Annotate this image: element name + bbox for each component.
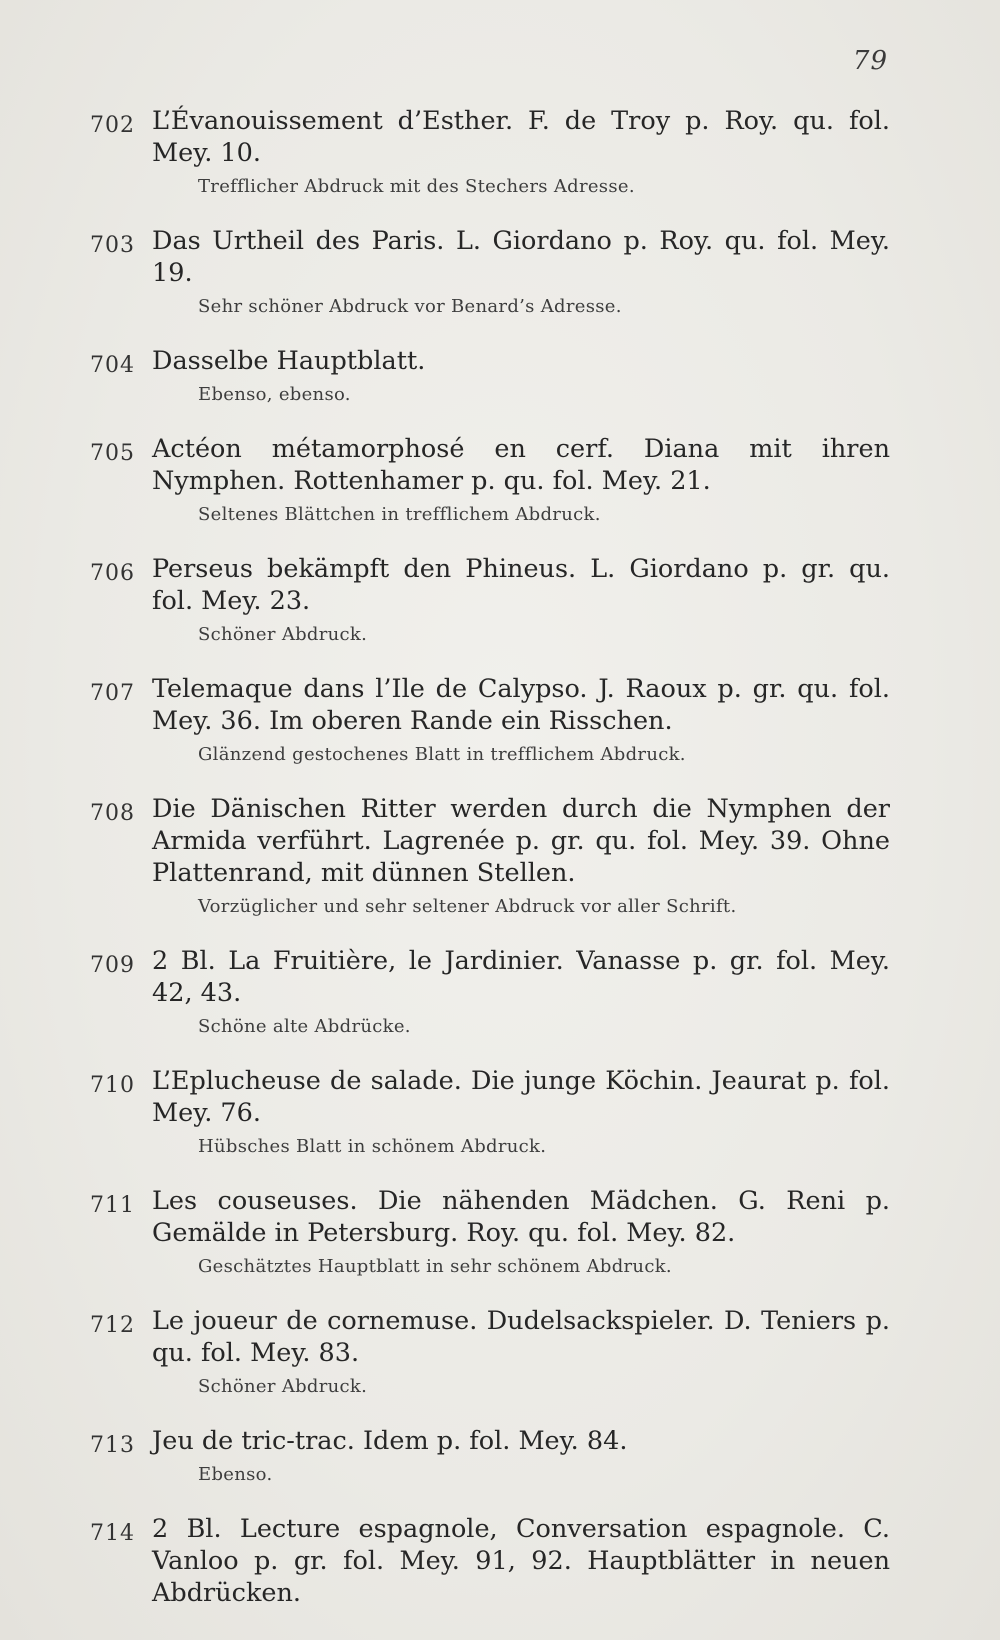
entry-title: 2 Bl. Lecture espagnole, Conversation espagnole. C. Vanloo p. gr. fol. Mey. 91, 92. Hauptblätter in neuen Abdrücken. — [152, 1514, 890, 1608]
entry-note: Schöne alte Abdrücke. — [198, 1016, 411, 1037]
entry-number: 709 — [90, 953, 135, 978]
page-number: 79 — [852, 46, 888, 76]
catalog-entry — [90, 1065, 890, 1159]
entry-title: L’Évanouissement d’Esther. F. de Troy p. Roy. qu. fol. Mey. 10. — [152, 106, 890, 168]
entry-title: 2 Bl. La Fruitière, le Jardinier. Vanasse p. gr. fol. Mey. 42, 43. — [152, 946, 890, 1008]
entry-title: Die Dänischen Ritter werden durch die Nymphen der Armida verführt. Lagrenée p. gr. qu. fol. Mey. 39. Ohne Plattenrand, mit dünnen Stellen. — [152, 794, 890, 888]
entry-title: Le joueur de cornemuse. Dudelsackspieler. D. Teniers p. qu. fol. Mey. 83. — [152, 1306, 890, 1368]
entry-note: Trefflicher Abdruck mit des Stechers Adresse. — [198, 176, 635, 197]
entry-number: 705 — [90, 441, 135, 466]
entry-note: Vorzüglicher und sehr seltener Abdruck vor aller Schrift. — [198, 896, 737, 917]
entry-number: 711 — [90, 1193, 135, 1218]
entry-title: Perseus bekämpft den Phineus. L. Giordano p. gr. qu. fol. Mey. 23. — [152, 554, 890, 616]
catalog-entry — [90, 1185, 890, 1279]
catalog-entries — [90, 105, 890, 1635]
entry-title: L’Eplucheuse de salade. Die junge Köchin. Jeaurat p. fol. Mey. 76. — [152, 1066, 890, 1128]
entry-note: Glänzend gestochenes Blatt in trefflichem Abdruck. — [198, 744, 686, 765]
entry-note: Ebenso. — [198, 1464, 273, 1485]
catalog-entry — [90, 1425, 890, 1487]
entry-note: Hübsches Blatt in schönem Abdruck. — [198, 1136, 547, 1157]
entry-note: Schöner Abdruck. — [198, 1376, 368, 1397]
catalog-entry — [90, 225, 890, 319]
catalog-entry — [90, 345, 890, 407]
entry-number: 702 — [90, 113, 135, 138]
entry-number: 704 — [90, 353, 135, 378]
entry-note: Sehr schöner Abdruck vor Benard’s Adresse. — [198, 296, 622, 317]
entry-title: Jeu de tric-trac. Idem p. fol. Mey. 84. — [152, 1426, 628, 1456]
entry-number: 710 — [90, 1073, 135, 1098]
entry-note: Seltenes Blättchen in trefflichem Abdruck. — [198, 504, 601, 525]
entry-number: 703 — [90, 233, 135, 258]
entry-title: Dasselbe Hauptblatt. — [152, 346, 426, 376]
entry-number: 712 — [90, 1313, 135, 1338]
catalog-entry — [90, 1305, 890, 1399]
catalog-entry — [90, 673, 890, 767]
entry-title: Das Urtheil des Paris. L. Giordano p. Roy. qu. fol. Mey. 19. — [152, 226, 890, 288]
entry-number: 707 — [90, 681, 135, 706]
catalog-entry — [90, 105, 890, 199]
entry-note: Ebenso, ebenso. — [198, 384, 351, 405]
catalog-entry — [90, 1513, 890, 1609]
catalog-entry — [90, 553, 890, 647]
entry-note: Schöner Abdruck. — [198, 624, 368, 645]
entry-title: Actéon métamorphosé en cerf. Diana mit ihren Nymphen. Rottenhamer p. qu. fol. Mey. 21. — [152, 434, 890, 496]
entry-number: 714 — [90, 1521, 135, 1546]
entry-number: 708 — [90, 801, 135, 826]
catalog-entry — [90, 945, 890, 1039]
entry-note: Geschätztes Hauptblatt in sehr schönem Abdruck. — [198, 1256, 672, 1277]
entry-number: 706 — [90, 561, 135, 586]
entry-title: Les couseuses. Die nähenden Mädchen. G. Reni p. Gemälde in Petersburg. Roy. qu. fol. Mey. 82. — [152, 1186, 890, 1248]
entry-number: 713 — [90, 1433, 135, 1458]
catalog-entry — [90, 433, 890, 527]
entry-title: Telemaque dans l’Ile de Calypso. J. Raoux p. gr. qu. fol. Mey. 36. Im oberen Rande ein Risschen. — [152, 674, 890, 736]
catalog-entry — [90, 793, 890, 919]
